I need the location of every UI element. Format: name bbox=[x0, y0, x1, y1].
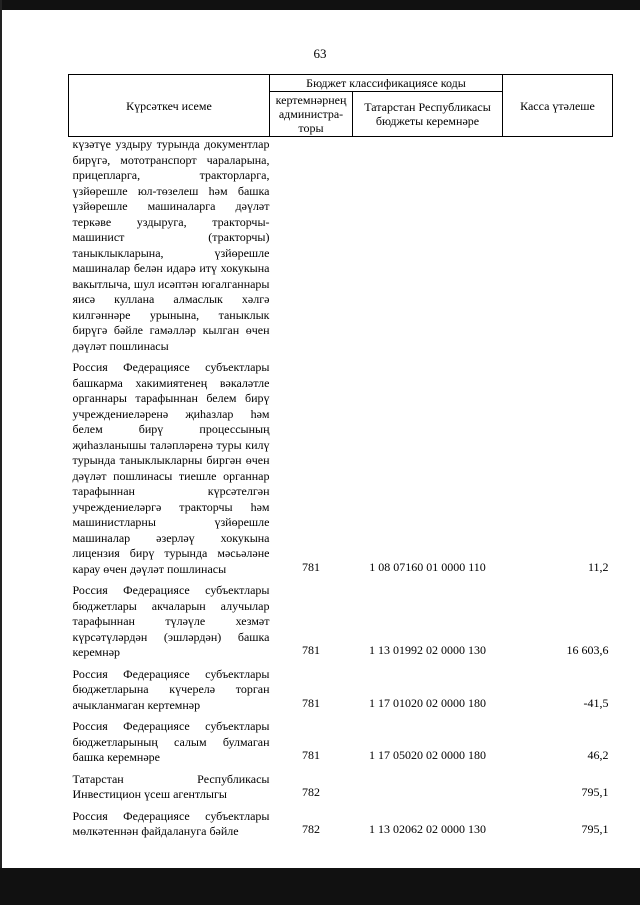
row-amount: 46,2 bbox=[587, 748, 609, 762]
row-code: 1 13 02062 02 0000 130 bbox=[369, 822, 486, 836]
header-indicator-name: Күрсәткеч исеме bbox=[69, 75, 270, 137]
row-administrator: 781 bbox=[302, 643, 320, 657]
row-administrator: 782 bbox=[302, 785, 320, 799]
table-row bbox=[69, 358, 613, 581]
row-amount bbox=[503, 137, 613, 359]
row-name: күзәтүе уздыру турында документлар бирүгә, мототранспорт чараларына, прицепларга, тракторларга, үзйөрешле юл-төзелеш һәм башка үзйөрешле машиналарга дәүләт теркәве уздыруга, тракторчы-машинист (тракторчы) таныклыкларына, үзйөрешле машиналар белән идарә итү хокукына вакытлыча, шул исәптән югалганнары яисә куллана алмаслык хәлгә килгәннәре урынына, таныклык бирүгә бәйле гамәлләр кылган өчен дәүләт пошлинасы bbox=[72, 137, 270, 353]
row-code: 1 13 01992 02 0000 130 bbox=[369, 643, 486, 657]
table-row bbox=[69, 807, 613, 844]
table-row bbox=[69, 137, 613, 359]
row-administrator bbox=[270, 137, 353, 359]
row-name: Татарстан Республикасы Инвестицион үсеш агентлыгы bbox=[72, 771, 270, 801]
row-code: 1 17 05020 02 0000 180 bbox=[369, 748, 486, 762]
row-amount: -41,5 bbox=[583, 695, 609, 710]
row-name: Россия Федерациясе субъектлары бюджетлары акчаларын алучылар тарафыннан түләүле хезмәт күрсәтүләрдән (эшләрдән) башка керемнәр bbox=[72, 583, 270, 659]
header-revenue-code: Татарстан Республикасы бюджеты керемнәре bbox=[353, 92, 503, 137]
row-code: 1 08 07160 01 0000 110 bbox=[369, 559, 486, 574]
scan-left-border bbox=[0, 0, 2, 905]
row-name: Россия Федерациясе субъектлары бюджетларына күчерелә торган ачыкланмаган кертемнәр bbox=[72, 666, 270, 712]
row-code: 1 17 01020 02 0000 180 bbox=[369, 695, 486, 710]
table-row bbox=[69, 581, 613, 665]
header-cash-execution: Касса үтәлеше bbox=[503, 75, 613, 137]
table-row bbox=[69, 717, 613, 770]
budget-table bbox=[68, 74, 613, 844]
table-row bbox=[69, 665, 613, 718]
row-administrator: 781 bbox=[302, 748, 320, 762]
header-administrator: кертемнәрнең администра-торы bbox=[270, 92, 353, 137]
scan-bottom-border bbox=[0, 868, 640, 905]
row-administrator: 781 bbox=[302, 559, 320, 574]
row-amount: 11,2 bbox=[587, 559, 609, 574]
row-name: Россия Федерациясе субъектлары башкарма хакимиятенең вәкаләтле органнары тарафыннан белем бирү учреждениеләренә җиһазлар һәм белем бирү процессының җиһазланышы таләпләренә туры килү турында таныклыкларны биргән өчен дәүләт пошлинасы тиешле органнар тарафыннан күрсәтелгән учреждениеләргә тракторчы һәм машинистларны үзйөрешле машиналар әзерләү хокукына лицензия бирү турында мәсьәләне карау өчен дәүләт пошлинасы bbox=[72, 360, 270, 576]
page-number: 63 bbox=[313, 46, 327, 61]
table-row bbox=[69, 770, 613, 807]
row-name: Россия Федерациясе субъектлары бюджетларының салым булмаган башка керемнәре bbox=[72, 719, 270, 764]
row-name: Россия Федерациясе субъектлары мөлкәтеннән файдалануга бәйле bbox=[72, 808, 270, 838]
row-amount: 16 603,6 bbox=[566, 643, 609, 657]
row-administrator: 782 bbox=[302, 822, 320, 836]
header-budget-classification: Бюджет классификациясе коды bbox=[270, 75, 503, 92]
table-body bbox=[69, 137, 613, 844]
table-header bbox=[69, 75, 613, 137]
row-code bbox=[353, 137, 503, 359]
row-amount: 795,1 bbox=[581, 785, 609, 799]
scan-top-border bbox=[0, 0, 640, 10]
row-code bbox=[353, 770, 503, 807]
row-amount: 795,1 bbox=[581, 822, 609, 836]
row-administrator: 781 bbox=[302, 695, 320, 710]
